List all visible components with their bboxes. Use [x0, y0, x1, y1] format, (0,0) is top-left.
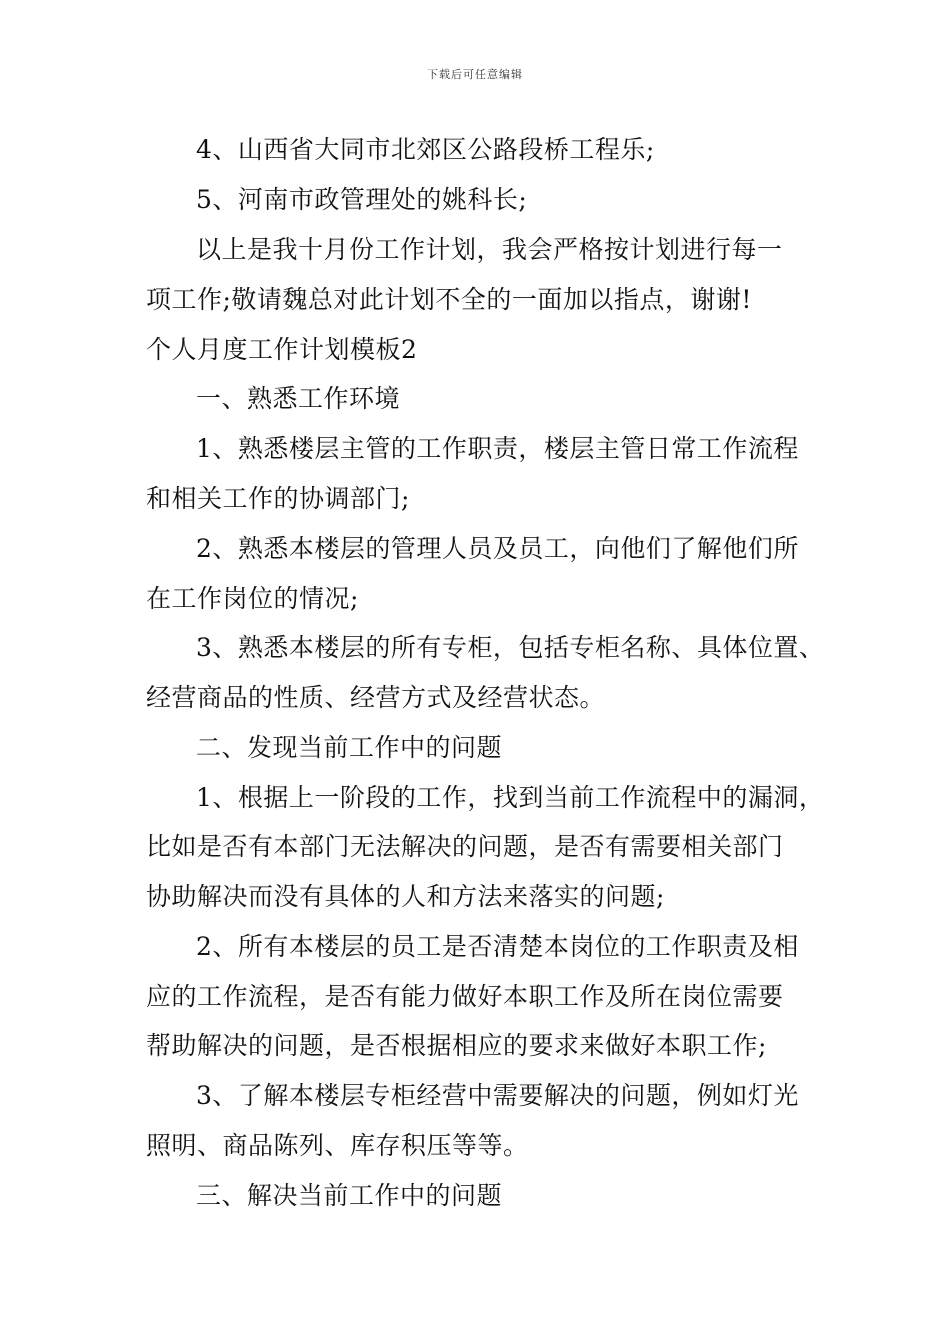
paragraph-line: 2、熟悉本楼层的管理人员及员工，向他们了解他们所 — [196, 534, 799, 563]
download-note: 下载后可任意编辑 — [427, 68, 523, 81]
paragraph-line: 以上是我十月份工作计划，我会严格按计划进行每一 — [196, 235, 783, 264]
section-title: 个人月度工作计划模板2 — [146, 335, 418, 364]
paragraph-line: 协助解决而没有具体的人和方法来落实的问题; — [146, 882, 665, 911]
section-heading: 一、熟悉工作环境 — [196, 384, 401, 413]
paragraph-line: 2、所有本楼层的员工是否清楚本岗位的工作职责及相 — [196, 932, 799, 961]
paragraph-line: 3、熟悉本楼层的所有专柜，包括专柜名称、具体位置、 — [196, 633, 825, 662]
paragraph-line: 比如是否有本部门无法解决的问题，是否有需要相关部门 — [146, 832, 784, 861]
paragraph-line: 项工作;敬请魏总对此计划不全的一面加以指点，谢谢! — [146, 285, 752, 314]
paragraph-line: 3、了解本楼层专柜经营中需要解决的问题，例如灯光 — [196, 1081, 799, 1110]
paragraph-line: 帮助解决的问题，是否根据相应的要求来做好本职工作; — [146, 1031, 767, 1060]
paragraph-line: 1、根据上一阶段的工作，找到当前工作流程中的漏洞， — [196, 783, 825, 812]
section-heading: 二、发现当前工作中的问题 — [196, 733, 503, 762]
paragraph-line: 经营商品的性质、经营方式及经营状态。 — [146, 683, 606, 712]
paragraph-line: 5、河南市政管理处的姚科长; — [196, 185, 528, 214]
paragraph-line: 和相关工作的协调部门; — [146, 484, 410, 513]
section-heading: 三、解决当前工作中的问题 — [196, 1181, 503, 1210]
paragraph-line: 1、熟悉楼层主管的工作职责，楼层主管日常工作流程 — [196, 434, 799, 463]
paragraph-line: 应的工作流程，是否有能力做好本职工作及所在岗位需要 — [146, 982, 784, 1011]
paragraph-line: 在工作岗位的情况; — [146, 584, 359, 613]
paragraph-line: 4、山西省大同市北郊区公路段桥工程乐; — [196, 135, 655, 164]
paragraph-line: 照明、商品陈列、库存积压等等。 — [146, 1131, 529, 1160]
